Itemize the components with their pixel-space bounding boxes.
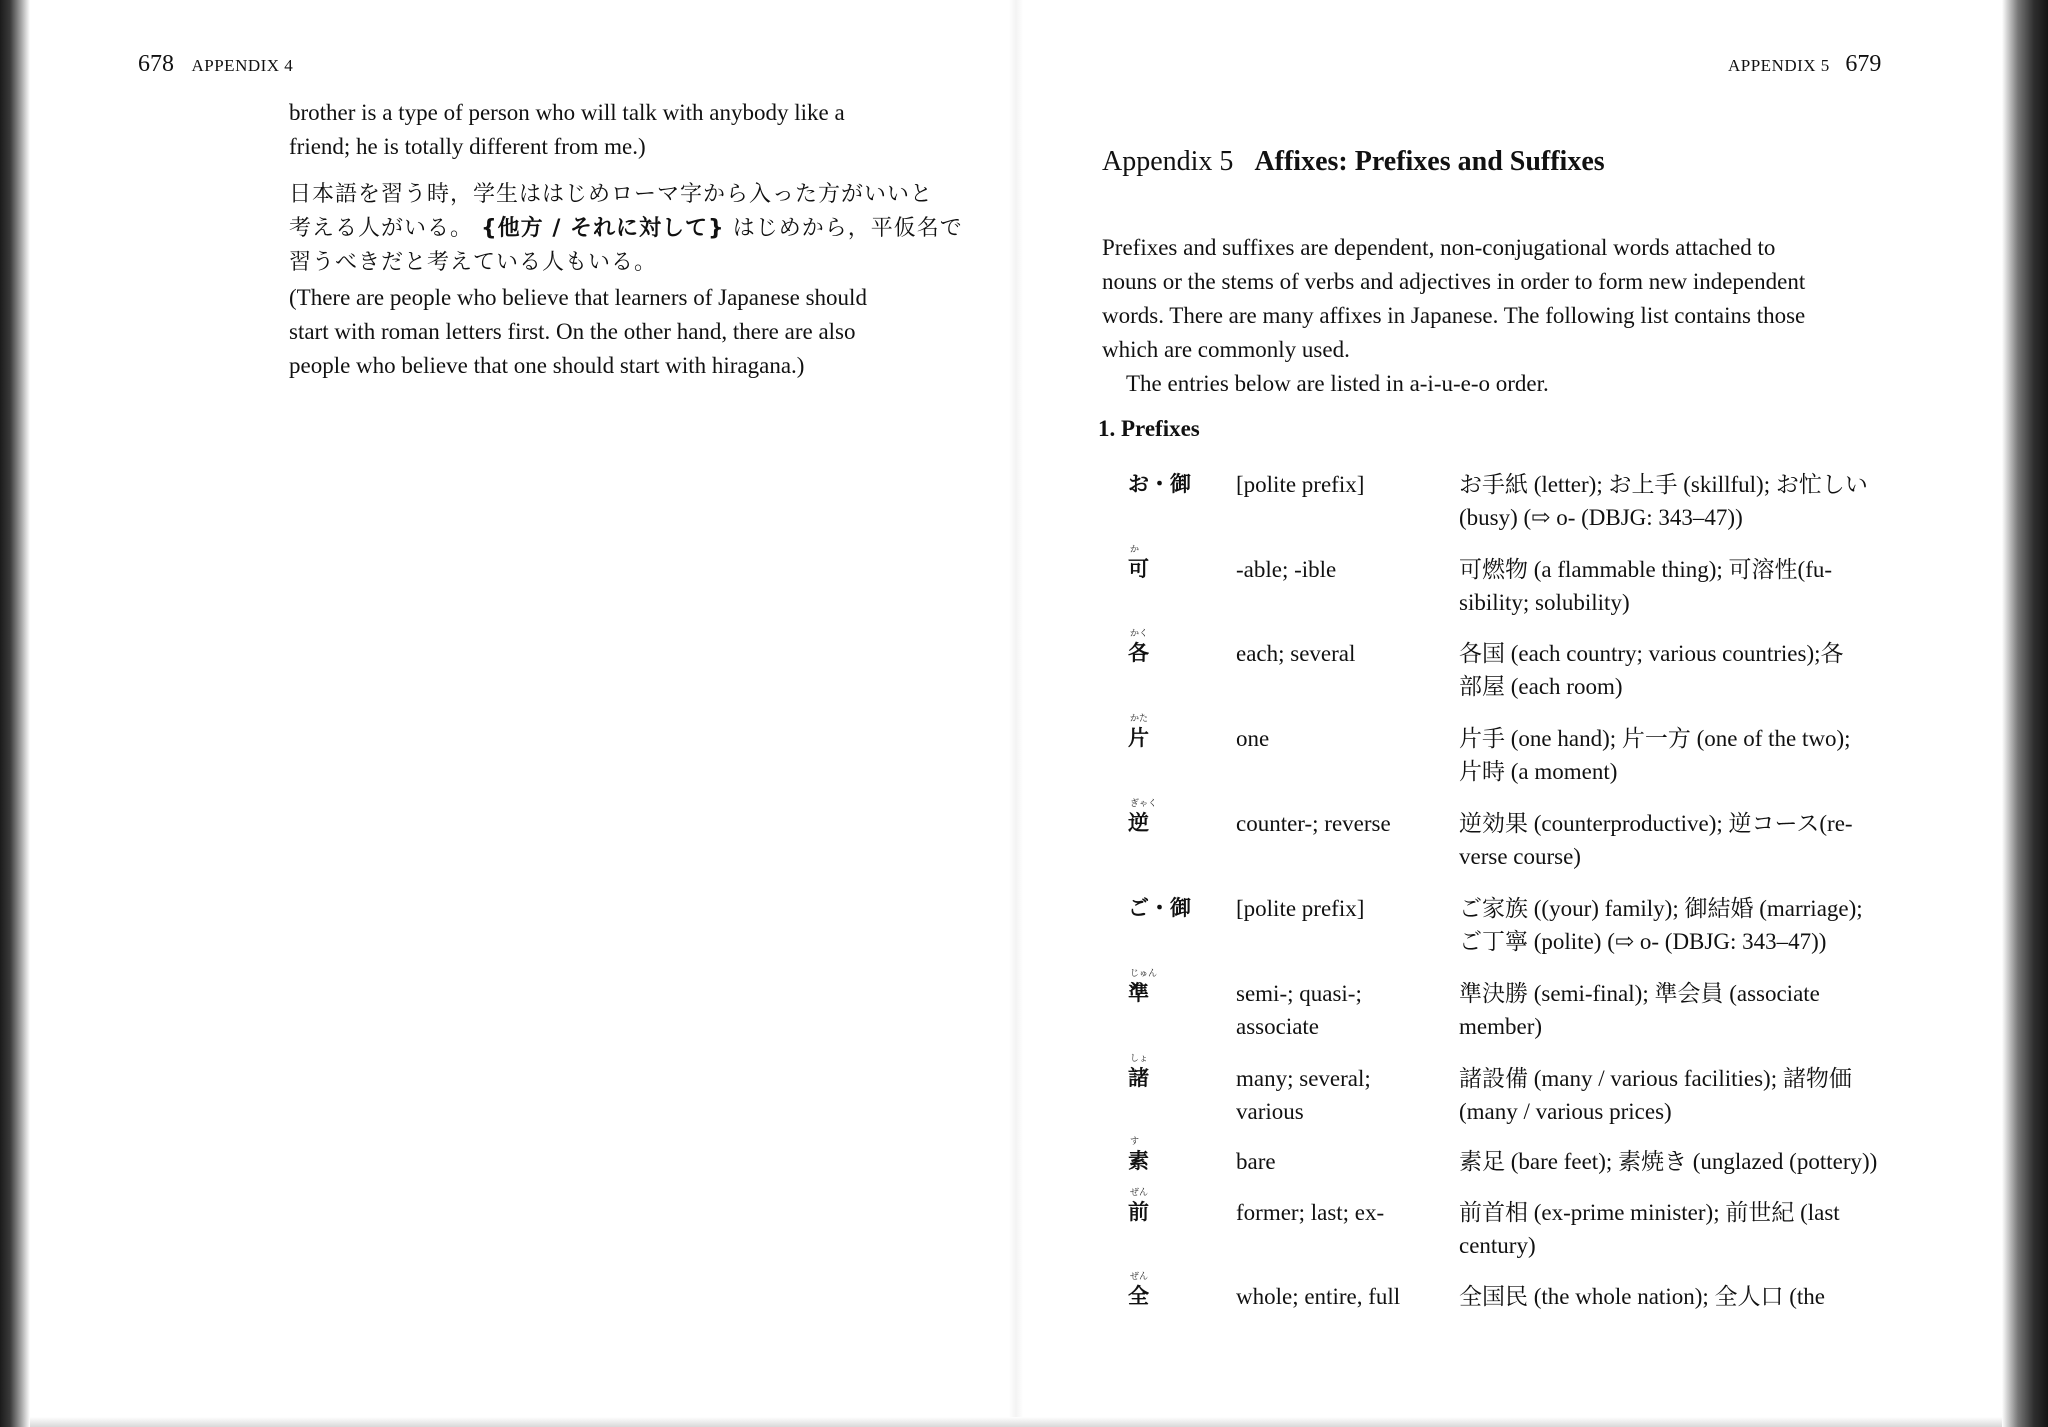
example-line: 全国民 (the whole nation); 全人口 (the (1459, 1284, 1826, 1309)
prefix-kanji: お・御 (1128, 472, 1191, 496)
example-line: ご家族 ((your) family); 御結婚 (marriage); (1459, 896, 1863, 921)
meaning-line: bare (1236, 1149, 1276, 1174)
continued-text-line-2: friend; he is totally different from me.) (289, 134, 646, 159)
translation-line-3: people who believe that one should start with hiragana.) (289, 353, 805, 378)
prefix-entry-o (1128, 466, 1918, 550)
prefix-meaning (1236, 637, 1355, 670)
japanese-example-line-1 (289, 178, 933, 212)
prefix-kanji: 前 (1128, 1200, 1149, 1224)
prefix-meaning (1236, 1196, 1384, 1229)
right-running-header (1728, 51, 1881, 78)
japanese-example-line-2 (289, 212, 963, 246)
prefix-meaning (1236, 468, 1364, 501)
prefix-furigana: かく (1130, 629, 1149, 639)
appendix-title-prefix: Appendix 5 (1102, 146, 1234, 177)
prefix-examples (1459, 977, 1911, 1043)
meaning-line: whole; entire, full (1236, 1284, 1401, 1309)
meaning-line: [polite prefix] (1236, 896, 1365, 921)
example-line: sibility; solubility) (1459, 590, 1630, 615)
prefix-entry-gyaku (1128, 799, 1918, 889)
example-line: 部屋 (each room) (1459, 674, 1623, 699)
prefix-furigana: かた (1130, 714, 1149, 724)
prefix-kanji: 素 (1128, 1149, 1149, 1173)
right-running-head: APPENDIX 5 (1728, 56, 1830, 75)
meaning-line: associate (1236, 1014, 1320, 1039)
prefix-furigana: ぎゃく (1130, 799, 1158, 809)
intro-line-3: words. There are many affixes in Japanese. The following list contains those (1102, 303, 1806, 328)
prefix-entry-jun (1128, 969, 1918, 1059)
prefix-entry-zen-former (1128, 1188, 1918, 1278)
example-line: 逆効果 (counterproductive); 逆コース(re- (1459, 811, 1853, 836)
example-line: (many / various prices) (1459, 1099, 1672, 1124)
prefix-entry-kaku (1128, 629, 1918, 719)
example-line: 準決勝 (semi-final); 準会員 (associate (1459, 981, 1820, 1006)
prefix-furigana: じゅん (1130, 969, 1158, 979)
meaning-line: many; several; (1236, 1066, 1371, 1091)
prefix-meaning (1236, 1062, 1371, 1128)
prefix-examples (1459, 1145, 1911, 1178)
prefix-examples (1459, 1280, 1911, 1313)
prefix-furigana: す (1130, 1137, 1140, 1147)
prefix-entry-zen-whole (1128, 1272, 1918, 1362)
prefix-furigana: ぜん (1130, 1188, 1149, 1198)
japanese-text: 考える人がいる。 (289, 216, 474, 241)
example-line: 前首相 (ex-prime minister); 前世紀 (last (1459, 1200, 1840, 1225)
meaning-line: one (1236, 726, 1270, 751)
left-running-header (138, 51, 293, 78)
example-line: member) (1459, 1014, 1543, 1039)
meaning-line: various (1236, 1099, 1304, 1124)
meaning-line: counter-; reverse (1236, 811, 1391, 836)
prefix-kanji: 準 (1128, 981, 1149, 1005)
prefix-examples (1459, 892, 1911, 958)
section-heading-prefixes: 1. Prefixes (1098, 416, 1200, 441)
prefix-kanji: 諸 (1128, 1066, 1149, 1090)
japanese-text: 日本語を習う時，学生ははじめローマ字から入った方がいいと (289, 182, 934, 207)
prefix-examples (1459, 722, 1911, 788)
japanese-text: 習うべきだと考えている人もいる。 (289, 250, 658, 275)
right-page-number: 679 (1845, 51, 1882, 77)
prefix-entry-kata (1128, 714, 1918, 804)
example-line: 諸設備 (many / various facilities); 諸物価 (1459, 1066, 1852, 1091)
left-page (0, 0, 1009, 1427)
prefix-examples (1459, 807, 1911, 873)
prefix-entry-sho (1128, 1054, 1918, 1144)
continued-text-line-1: brother is a type of person who will talk with anybody like a (289, 100, 845, 125)
prefix-meaning (1236, 892, 1364, 925)
japanese-example-line-3 (289, 246, 657, 280)
prefix-meaning (1236, 1280, 1400, 1313)
prefix-kanji: 各 (1128, 641, 1149, 665)
prefix-examples (1459, 1062, 1911, 1128)
meaning-line: [polite prefix] (1236, 472, 1365, 497)
example-line: ご丁寧 (polite) (⇨ o- (DBJG: 343–47)) (1459, 929, 1827, 954)
appendix-title-main: Affixes: Prefixes and Suffixes (1254, 146, 1605, 177)
prefix-kanji: 逆 (1128, 811, 1149, 835)
example-line: 片時 (a moment) (1459, 759, 1618, 784)
meaning-line: semi-; quasi-; (1236, 981, 1362, 1006)
intro-line-4: which are commonly used. (1102, 337, 1350, 362)
prefix-meaning (1236, 1145, 1276, 1178)
example-line: verse course) (1459, 844, 1581, 869)
prefix-examples (1459, 1196, 1911, 1262)
meaning-line: -able; -ible (1236, 557, 1337, 582)
prefix-furigana: ぜん (1130, 1272, 1149, 1282)
japanese-text-rest: はじめから，平仮名で (732, 216, 963, 241)
prefix-examples (1459, 637, 1911, 703)
meaning-line: each; several (1236, 641, 1356, 666)
prefix-meaning (1236, 722, 1269, 755)
prefix-kanji: 全 (1128, 1284, 1149, 1308)
japanese-bold-phrase: {他方 / それに対して} (481, 216, 725, 241)
prefix-examples (1459, 468, 1911, 534)
prefix-meaning (1236, 977, 1362, 1043)
meaning-line: former; last; ex- (1236, 1200, 1385, 1225)
prefix-kanji: ご・御 (1128, 896, 1191, 920)
example-line: 可燃物 (a flammable thing); 可溶性(fu- (1459, 557, 1833, 582)
prefix-examples (1459, 553, 1911, 619)
intro-line-2: nouns or the stems of verbs and adjectives in order to form new independent (1102, 269, 1806, 294)
prefix-kanji: 片 (1128, 726, 1149, 750)
prefix-meaning (1236, 553, 1336, 586)
prefix-meaning (1236, 807, 1391, 840)
intro-line-5: The entries below are listed in a-i-u-e-o order. (1126, 371, 1549, 396)
example-line: 素足 (bare feet); 素焼き (unglazed (pottery)) (1459, 1149, 1878, 1174)
left-running-head: APPENDIX 4 (191, 56, 294, 75)
appendix-title (1102, 146, 1605, 178)
translation-line-2: start with roman letters first. On the other hand, there are also (289, 319, 856, 344)
example-line: (busy) (⇨ o- (DBJG: 343–47)) (1459, 505, 1743, 530)
prefix-entry-ka (1128, 545, 1918, 635)
prefix-entry-go (1128, 890, 1918, 974)
example-line: 各国 (each country; various countries);各 (1459, 641, 1844, 666)
example-line: century) (1459, 1233, 1536, 1258)
left-page-number: 678 (138, 51, 174, 77)
prefix-furigana: か (1130, 545, 1140, 555)
example-line: お手紙 (letter); お上手 (skillful); お忙しい (1459, 472, 1868, 497)
example-line: 片手 (one hand); 片一方 (one of the two); (1459, 726, 1851, 751)
intro-line-1: Prefixes and suffixes are dependent, non-conjugational words attached to (1102, 235, 1776, 260)
prefix-furigana: しょ (1130, 1054, 1149, 1064)
book-gutter (1009, 0, 1023, 1427)
prefix-kanji: 可 (1128, 557, 1149, 581)
translation-line-1: (There are people who believe that learners of Japanese should (289, 285, 867, 310)
